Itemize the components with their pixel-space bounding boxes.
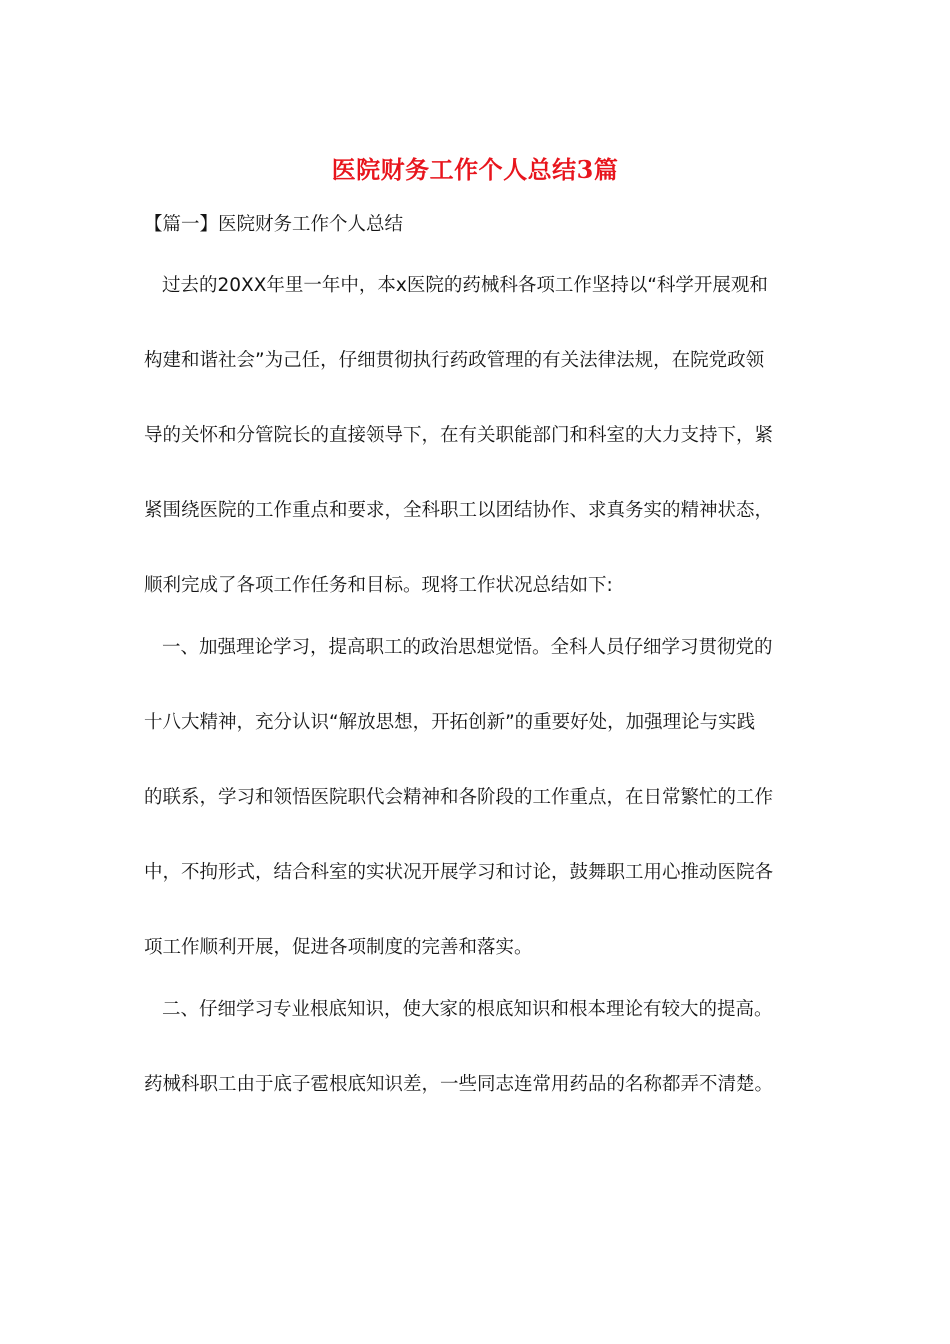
paragraph-line: 紧围绕医院的工作重点和要求，全科职工以团结协作、求真务实的精神状态，	[144, 500, 774, 521]
paragraph-line: 顺利完成了各项工作任务和目标。现将工作状况总结如下:	[144, 575, 613, 596]
paragraph-line: 二、仔细学习专业根底知识，使大家的根底知识和根本理论有较大的提高。	[162, 999, 773, 1020]
paragraph-line: 过去的20XX年里一年中，本x医院的药械科各项工作坚持以“科学开展观和	[162, 275, 768, 296]
paragraph-line: 一、加强理论学习，提高职工的政治思想觉悟。全科人员仔细学习贯彻党的	[162, 637, 773, 658]
paragraph-line: 导的关怀和分管院长的直接领导下，在有关职能部门和科室的大力支持下，紧	[144, 425, 774, 446]
section-heading: 【篇一】医院财务工作个人总结	[144, 214, 404, 235]
paragraph-line: 十八大精神，充分认识“解放思想，开拓创新”的重要好处，加强理论与实践	[144, 712, 756, 733]
paragraph-line: 中，不拘形式，结合科室的实状况开展学习和讨论，鼓舞职工用心推动医院各	[144, 862, 774, 883]
document-title: 医院财务工作个人总结3篇	[331, 155, 619, 184]
paragraph-line: 构建和谐社会”为己任，仔细贯彻执行药政管理的有关法律法规，在院党政领	[144, 350, 765, 371]
paragraph-line: 项工作顺利开展，促进各项制度的完善和落实。	[144, 937, 533, 958]
paragraph-line: 药械科职工由于底子雹根底知识差，一些同志连常用药品的名称都弄不清楚。	[144, 1074, 774, 1095]
paragraph-line: 的联系，学习和领悟医院职代会精神和各阶段的工作重点，在日常繁忙的工作	[144, 787, 774, 808]
